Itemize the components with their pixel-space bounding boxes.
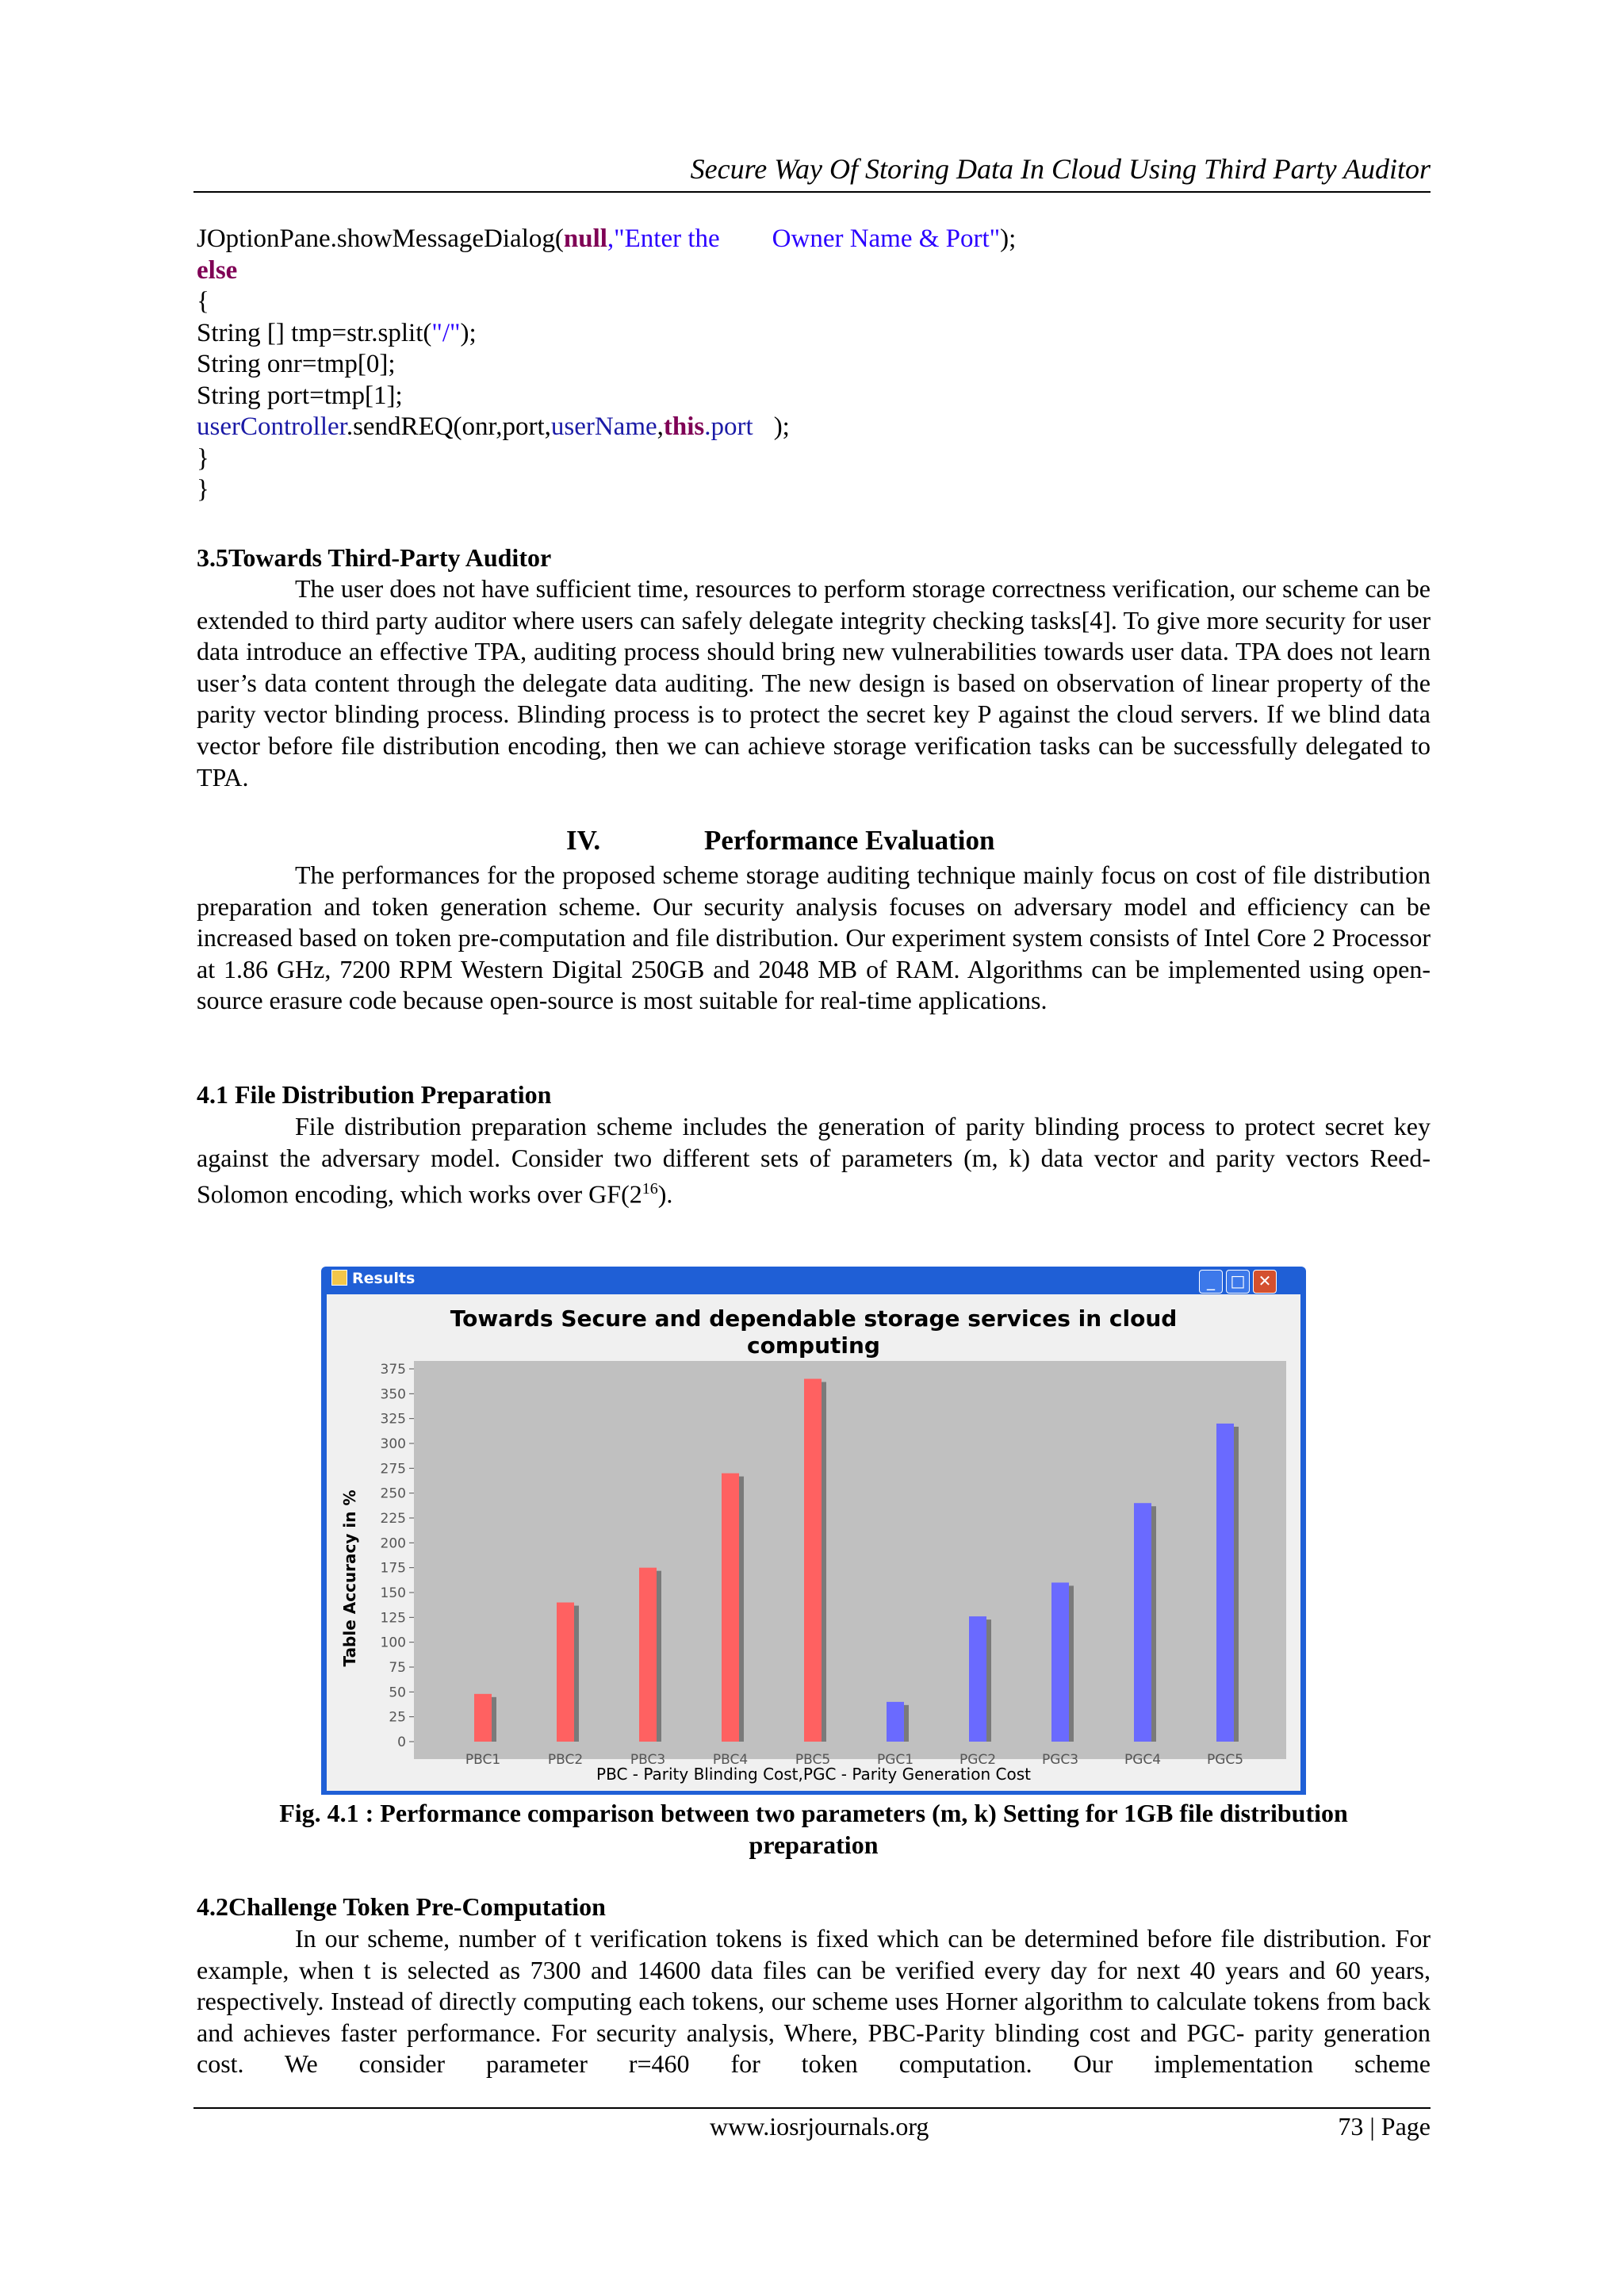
x-tick-label: PGC5 — [1206, 1752, 1244, 1768]
code-line-1: JOptionPane.showMessageDialog(null,"Enter the Owner Name & Port"); — [197, 224, 1017, 253]
y-tick-label: 300 — [380, 1436, 406, 1452]
figure-caption — [197, 1797, 1431, 1861]
maximize-button[interactable]: □ — [1226, 1270, 1250, 1294]
code-line-4: String [] tmp=str.split("/"); — [197, 318, 477, 347]
section-3-5-paragraph: The user does not have sufficient time, resources to perform storage correctness verification, our scheme can be extended to third party auditor where users can safely delegate integrity checking tasks[4]. To give more security for user data introduce an effective TPA, auditing process should bring new vulnerabilities towards user data. TPA does not learn user’s data content through the delegate data auditing. The new design is based on observation of linear property of the parity vector blinding process. Blinding process is to protect the secret key P against the cloud servers. If we blind data vector before file distribution encoding, then we can achieve storage verification tasks can be successfully delegated to TPA. — [197, 574, 1431, 792]
header-rule — [193, 191, 1431, 193]
y-tick-label: 350 — [380, 1386, 406, 1403]
java-app-icon — [331, 1270, 347, 1286]
bar-pgc1 — [887, 1702, 904, 1742]
bar-shadow — [1234, 1427, 1239, 1742]
bar-pgc2 — [969, 1616, 986, 1742]
section-4-2-body — [197, 1923, 1431, 2080]
y-tick-label: 225 — [380, 1511, 406, 1527]
bar-pbc4 — [722, 1474, 739, 1742]
y-tick-label: 50 — [389, 1685, 406, 1701]
y-tick-label: 125 — [380, 1610, 406, 1627]
y-tick-label: 25 — [389, 1709, 406, 1726]
code-line-9: } — [197, 475, 209, 504]
section-iv-number: IV. — [566, 825, 601, 856]
x-tick-label: PGC3 — [1041, 1752, 1079, 1768]
x-tick-label: PBC3 — [630, 1752, 666, 1768]
bar-pbc2 — [557, 1603, 574, 1742]
bar-pgc3 — [1051, 1582, 1069, 1742]
figure-caption-line-1: Fig. 4.1 : Performance comparison between two parameters (m, k) Setting for 1GB file distribution — [279, 1799, 1348, 1827]
section-4-1-body — [197, 1111, 1431, 1210]
bar-pgc4 — [1134, 1503, 1151, 1742]
x-tick-label: PBC1 — [465, 1752, 501, 1768]
bar-shadow — [657, 1571, 661, 1742]
section-4-1-paragraph: File distribution preparation scheme includes the generation of parity blinding process to protect secret key against the adversary model. Consider two different sets of parameters (m, k) data vector and parity vectors Reed-Solomon encoding, which works over $GF(2^{16})$. — [197, 1112, 1431, 1209]
y-tick-label: 75 — [389, 1660, 406, 1676]
section-4-1-heading: 4.1 File Distribution Preparation — [197, 1080, 552, 1109]
code-line-3: { — [197, 287, 209, 316]
y-tick-label: 200 — [380, 1535, 406, 1552]
code-block — [197, 224, 1016, 506]
close-button[interactable]: ✕ — [1253, 1270, 1277, 1294]
y-tick-label: 175 — [380, 1560, 406, 1577]
y-tick-label: 150 — [380, 1585, 406, 1601]
bar-shadow — [739, 1477, 744, 1742]
section-iv-title: Performance Evaluation — [704, 825, 995, 856]
footer-site: www.iosrjournals.org — [710, 2112, 929, 2141]
bar-shadow — [574, 1606, 579, 1742]
bar-chart — [327, 1294, 1300, 1791]
figure-caption-line-2: preparation — [749, 1830, 879, 1859]
bar-pbc5 — [804, 1379, 822, 1742]
x-tick-label: PBC2 — [547, 1752, 584, 1768]
x-tick-label: PGC4 — [1124, 1752, 1162, 1768]
chart-title-line-2: computing — [747, 1332, 880, 1359]
bar-shadow — [822, 1382, 826, 1742]
section-3-5-body — [197, 573, 1431, 793]
chart-title-line-1: Towards Secure and dependable storage services in cloud — [450, 1305, 1178, 1332]
section-iv-paragraph: The performances for the proposed scheme storage auditing technique mainly focus on cost of file distribution preparation and token generation scheme. Our security analysis focuses on adversary model and efficiency can be increased based on token pre-computation and file distribution. Our experiment system consists of Intel Core 2 Processor at 1.86 GHz, 7200 RPM Western Digital 250GB and 2048 MB of RAM. Algorithms can be implemented using open-source erasure code because open-source is most suitable for real-time applications. — [197, 861, 1431, 1015]
bar-shadow — [1069, 1585, 1074, 1742]
bar-pgc5 — [1216, 1424, 1234, 1742]
y-axis-label: Table Accuracy in % — [340, 1489, 359, 1667]
x-tick-label: PGC2 — [959, 1752, 997, 1768]
code-line-6: String port=tmp[1]; — [197, 381, 403, 410]
x-tick-label: PGC1 — [876, 1752, 914, 1768]
code-line-2: else — [197, 255, 238, 285]
bar-pbc1 — [474, 1694, 492, 1742]
code-line-5: String onr=tmp[0]; — [197, 350, 396, 378]
bar-pbc3 — [639, 1568, 657, 1742]
y-tick-label: 0 — [397, 1734, 406, 1750]
y-tick-label: 325 — [380, 1411, 406, 1428]
results-window-titlebar — [331, 1270, 415, 1294]
x-tick-label: PBC5 — [795, 1752, 831, 1768]
y-tick-label: 275 — [380, 1461, 406, 1478]
x-tick-label: PBC4 — [712, 1752, 749, 1768]
code-line-8: } — [197, 443, 209, 473]
y-tick-label: 250 — [380, 1485, 406, 1502]
section-3-5-heading: 3.5Towards Third-Party Auditor — [197, 543, 552, 572]
footer-page: 73 | Page — [1338, 2112, 1431, 2141]
section-4-2-paragraph: In our scheme, number of t verification tokens is fixed which can be determined before file distribution. For example, when t is selected as 7300 and 14600 data files can be verified every day for next 40 years and 60 years, respectively. Instead of directly computing each tokens, our scheme uses Horner algorithm to calculate tokens from back and achieves faster performance. For security analysis, Where, PBC-Parity blinding cost and PGC- parity generation cost. We consider parameter r=460 for token computation. Our implementation scheme — [197, 1924, 1431, 2079]
y-tick-label: 375 — [380, 1362, 406, 1378]
y-tick-label: 100 — [380, 1635, 406, 1651]
bar-shadow — [1151, 1506, 1156, 1742]
x-axis-label: PBC - Parity Blinding Cost,PGC - Parity Generation Cost — [596, 1765, 1031, 1784]
footer-rule — [193, 2107, 1431, 2109]
window-title: Results — [352, 1270, 416, 1287]
minimize-button[interactable]: _ — [1199, 1270, 1223, 1294]
bar-shadow — [986, 1619, 991, 1742]
section-iv-body — [197, 860, 1431, 1017]
bar-shadow — [492, 1697, 496, 1742]
section-4-2-heading: 4.2Challenge Token Pre-Computation — [197, 1892, 606, 1921]
running-header: Secure Way Of Storing Data In Cloud Using Third Party Auditor — [690, 153, 1431, 185]
bar-shadow — [904, 1705, 909, 1742]
code-line-7: userController.sendREQ(onr,port,userName,this.port ); — [197, 412, 790, 441]
